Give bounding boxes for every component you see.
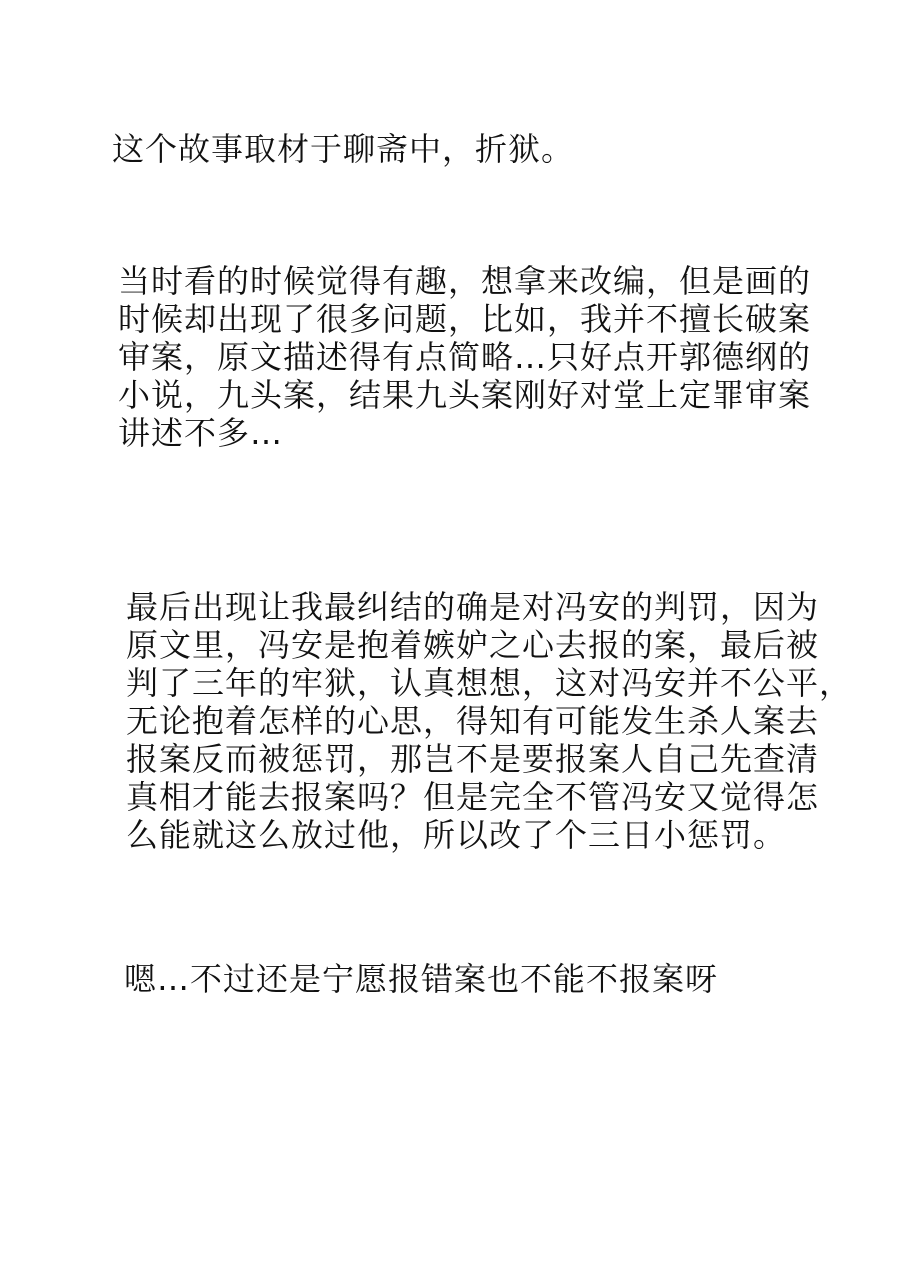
text-line: 小说，九头案，结果九头案刚好对堂上定罪审案 <box>118 376 812 414</box>
text-line: 无论抱着怎样的心思，得知有可能发生杀人案去 <box>126 702 820 740</box>
text-line: 审案，原文描述得有点简略…只好点开郭德纲的 <box>118 338 812 376</box>
text-line: 真相才能去报案吗？但是完全不管冯安又觉得怎 <box>126 778 820 816</box>
text-line: 么能就这么放过他，所以改了个三日小惩罚。 <box>126 816 787 854</box>
text-line: 当时看的时候觉得有趣，想拿来改编，但是画的 <box>118 262 812 300</box>
text-line: 报案反而被惩罚，那岂不是要报案人自己先查清 <box>126 740 820 778</box>
text-line: 判了三年的牢狱，认真想想，这对冯安并不公平， <box>126 664 853 702</box>
text-line: 时候却出现了很多问题，比如，我并不擅长破案 <box>118 300 812 338</box>
text-line: 讲述不多… <box>118 414 284 452</box>
text-line: 嗯…不过还是宁愿报错案也不能不报案呀 <box>124 960 719 998</box>
paragraph-adaptation-difficulties <box>118 262 811 452</box>
paragraph-punishment-reflection <box>126 588 852 854</box>
text-line: 最后出现让我最纠结的确是对冯安的判罚，因为 <box>126 588 820 626</box>
paragraph-closing-remark <box>124 960 718 998</box>
text-line: 原文里，冯安是抱着嫉妒之心去报的案，最后被 <box>126 626 820 664</box>
text-line: 这个故事取材于聊斋中，折狱。 <box>112 130 575 168</box>
paragraph-source-note <box>112 130 574 168</box>
